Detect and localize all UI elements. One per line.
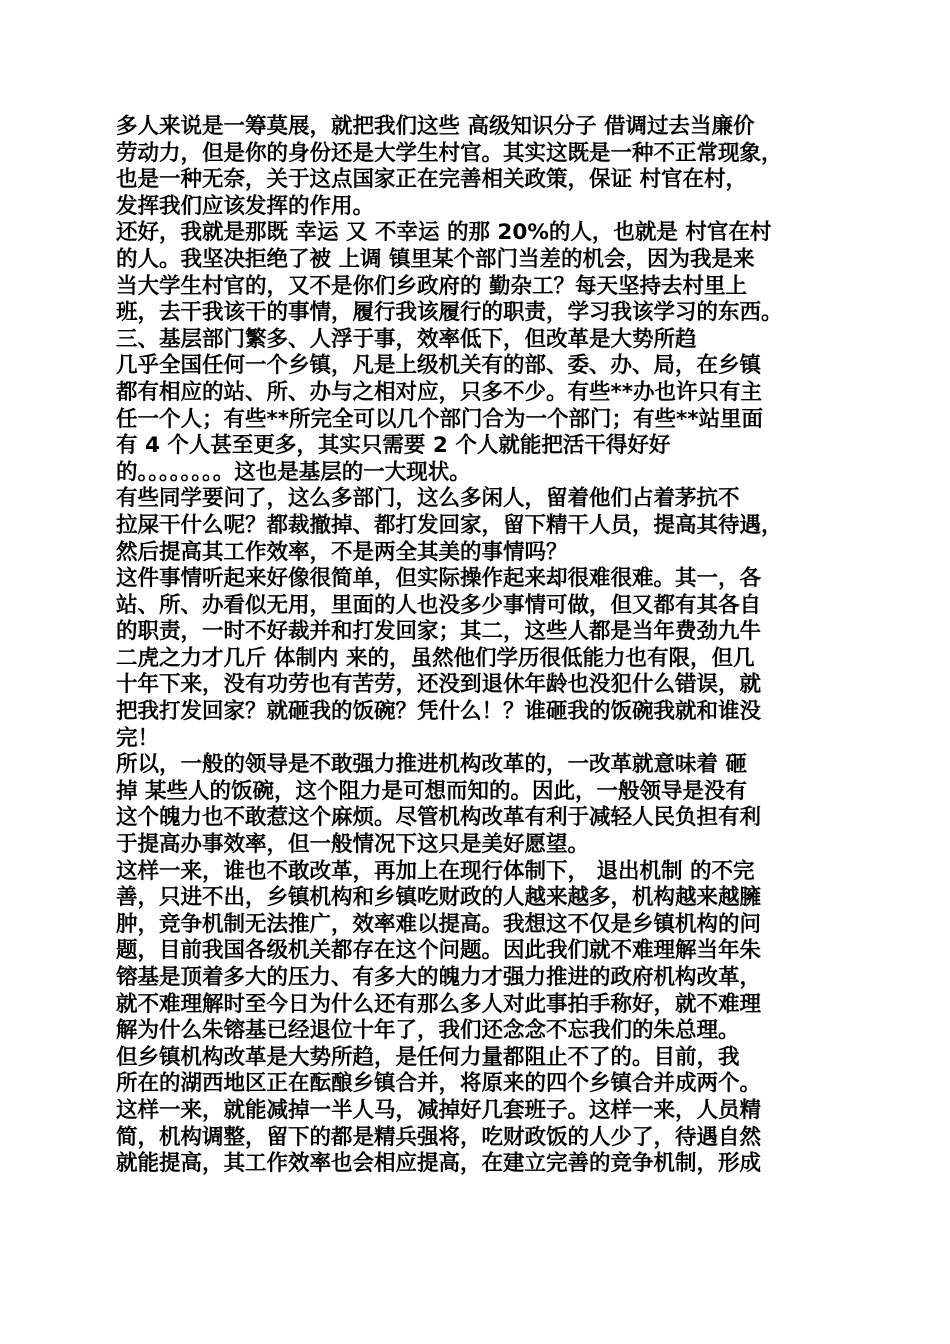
text-line: 这样一来，就能减掉一半人马，减掉好几套班子。这样一来，人员精 xyxy=(116,1097,762,1123)
text-line: 三、基层部门繁多、人浮于事，效率低下，但改革是大势所趋 xyxy=(116,326,697,352)
text-line: 所在的湖西地区正在酝酿乡镇合并，将原来的四个乡镇合并成两个。 xyxy=(116,1071,762,1097)
text-line: 几乎全国任何一个乡镇，凡是上级机关有的部、委、办、局，在乡镇 xyxy=(116,353,762,379)
text-line: 的。。。。。。。。这也是基层的一大现状。 xyxy=(116,459,471,485)
text-line: 掉 某些人的饭碗，这个阻力是可想而知的。因此，一般领导是没有 xyxy=(116,778,747,804)
text-line: 解为什么朱镕基已经退位十年了，我们还念念不忘我们的朱总理。 xyxy=(116,1018,740,1044)
text-line: 当大学生村官的，又不是你们乡政府的 勤杂工？每天坚持去村里上 xyxy=(116,273,747,299)
text-line: 劳动力，但是你的身份还是大学生村官。其实这既是一种不正常现象， xyxy=(116,140,783,166)
text-line: 于提高办事效率，但一般情况下这只是美好愿望。 xyxy=(116,832,590,858)
text-line: 班，去干我该干的事情，履行我该履行的职责，学习我该学习的东西。 xyxy=(116,300,783,326)
text-line: 肿，竞争机制无法推广，效率难以提高。我想这不仅是乡镇机构的问 xyxy=(116,911,762,937)
text-line: 也是一种无奈，关于这点国家正在完善相关政策，保证 村官在村， xyxy=(116,167,747,193)
text-line: 就能提高，其工作效率也会相应提高，在建立完善的竞争机制，形成 xyxy=(116,1151,762,1177)
text-line: 的职责，一时不好裁并和打发回家；其二，这些人都是当年费劲九牛 xyxy=(116,619,762,645)
text-line: 有 4 个人甚至更多，其实只需要 2 个人就能把活干得好好 xyxy=(116,433,671,459)
text-line: 完！ xyxy=(116,725,160,751)
text-line: 所以，一般的领导是不敢强力推进机构改革的，一改革就意味着 砸 xyxy=(116,752,747,778)
text-line: 拉屎干什么呢？都裁撤掉、都打发回家，留下精干人员，提高其待遇， xyxy=(116,512,783,538)
text-line: 题，目前我国各级机关都存在这个问题。因此我们就不难理解当年朱 xyxy=(116,938,762,964)
text-line: 还好，我就是那既 幸运 又 不幸运 的那 20%的人，也就是 村官在村 xyxy=(116,220,772,246)
text-line: 简，机构调整，留下的都是精兵强将，吃财政饭的人少了，待遇自然 xyxy=(116,1124,762,1150)
text-line: 二虎之力才几斤 体制内 来的，虽然他们学历很低能力也有限，但几 xyxy=(116,645,755,671)
text-line: 有些同学要问了，这么多部门，这么多闲人，留着他们占着茅抗不 xyxy=(116,486,740,512)
document-body xyxy=(116,114,846,1178)
text-line: 站、所、办看似无用，里面的人也没多少事情可做，但又都有其各自 xyxy=(116,592,762,618)
text-line: 这个魄力也不敢惹这个麻烦。尽管机构改革有利于减轻人民负担有利 xyxy=(116,805,762,831)
text-line: 镕基是顶着多大的压力、有多大的魄力才强力推进的政府机构改革， xyxy=(116,965,762,990)
text-line: 发挥我们应该发挥的作用。 xyxy=(116,193,375,219)
text-line: 这样一来，谁也不敢改革，再加上在现行体制下， 退出机制 的不完 xyxy=(116,858,755,884)
text-line: 然后提高其工作效率，不是两全其美的事情吗？ xyxy=(116,539,568,565)
text-line: 都有相应的站、所、办与之相对应，只多不少。有些**办也许只有主 xyxy=(116,379,762,405)
text-line: 多人来说是一筹莫展，就把我们这些 高级知识分子 借调过去当廉价 xyxy=(116,114,755,139)
text-line: 十年下来，没有功劳也有苦劳，还没到退休年龄也没犯什么错误，就 xyxy=(116,672,762,698)
text-line: 任一个人；有些**所完全可以几个部门合为一个部门；有些**站里面 xyxy=(116,406,763,432)
text-line: 的人。我坚决拒绝了被 上调 镇里某个部门当差的机会，因为我是来 xyxy=(116,246,755,272)
text-line: 善，只进不出，乡镇机构和乡镇吃财政的人越来越多，机构越来越臃 xyxy=(116,885,762,911)
text-line: 把我打发回家？就砸我的饭碗？凭什么！？谁砸我的饭碗我就和谁没 xyxy=(116,699,762,725)
text-line: 就不难理解时至今日为什么还有那么多人对此事拍手称好，就不难理 xyxy=(116,991,762,1017)
text-line: 但乡镇机构改革是大势所趋，是任何力量都阻止不了的。目前，我 xyxy=(116,1044,740,1070)
text-line: 这件事情听起来好像很简单，但实际操作起来却很难很难。其一，各 xyxy=(116,566,762,592)
